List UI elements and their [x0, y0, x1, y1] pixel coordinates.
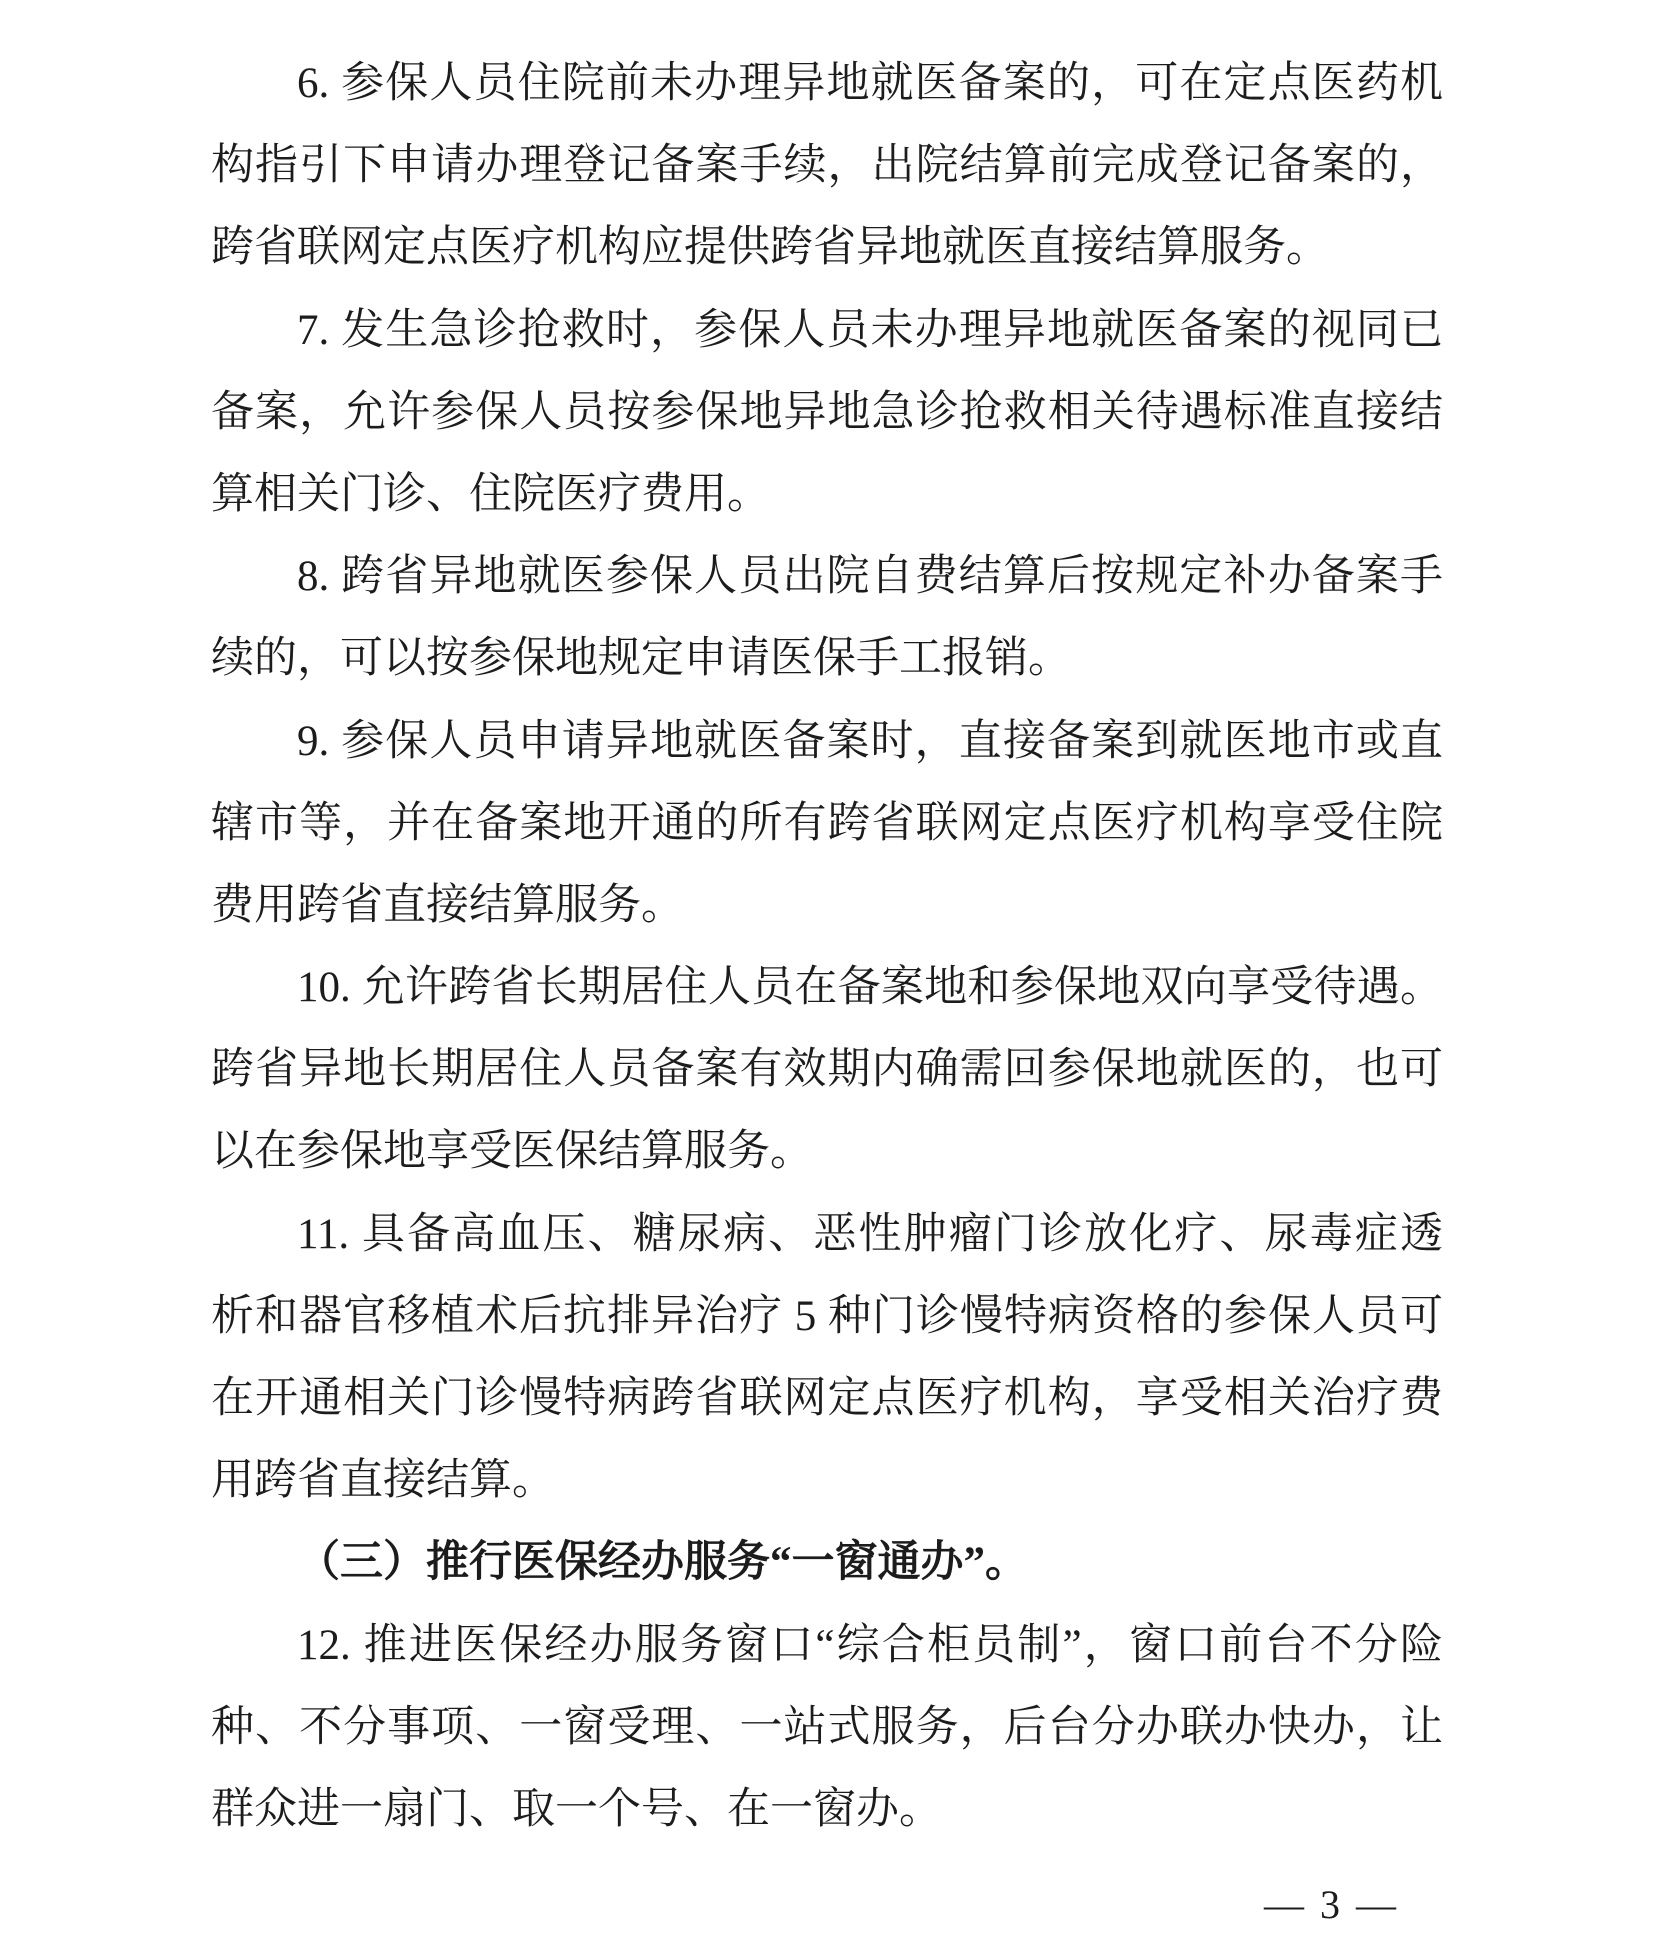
text-line: 跨省异地长期居住人员备案有效期内确需回参保地就医的，也可: [211, 1046, 1443, 1094]
text-line: 续的，可以按参保地规定申请医保手工报销。: [211, 635, 1071, 683]
text-line: 算相关门诊、住院医疗费用。: [211, 470, 770, 518]
text-line: 8. 跨省异地就医参保人员出院自费结算后按规定补办备案手: [297, 553, 1443, 601]
text-line: 费用跨省直接结算服务。: [211, 881, 684, 929]
text-line: 用跨省直接结算。: [211, 1457, 555, 1505]
text-line: 辖市等，并在备案地开通的所有跨省联网定点医疗机构享受住院: [211, 799, 1443, 847]
text-line: 群众进一扇门、取一个号、在一窗办。: [211, 1785, 942, 1833]
text-line: 在开通相关门诊慢特病跨省联网定点医疗机构，享受相关治疗费: [211, 1375, 1443, 1422]
document-body: [211, 43, 1443, 1851]
text-line: 析和器官移植术后抗排异治疗 5 种门诊慢特病资格的参保人员可: [211, 1292, 1443, 1340]
text-line: 11. 具备高血压、糖尿病、恶性肿瘤门诊放化疗、尿毒症透: [297, 1210, 1443, 1258]
paragraph: [211, 701, 1443, 948]
text-line: 7. 发生急诊抢救时，参保人员未办理异地就医备案的视同已: [297, 306, 1443, 354]
text-line: 种、不分事项、一窗受理、一站式服务，后台分办联办快办，让: [211, 1703, 1443, 1751]
paragraph: [211, 947, 1443, 1194]
text-line: 备案，允许参保人员按参保地异地急诊抢救相关待遇标准直接结: [211, 388, 1443, 436]
page-number: — 3 —: [1264, 1882, 1396, 1927]
text-line: 以在参保地享受医保结算服务。: [211, 1128, 813, 1176]
text-line: 10. 允许跨省长期居住人员在备案地和参保地双向享受待遇。: [297, 964, 1443, 1012]
text-line: 9. 参保人员申请异地就医备案时，直接备案到就医地市或直: [297, 717, 1443, 765]
text-line: 6. 参保人员住院前未办理异地就医备案的，可在定点医药机: [297, 60, 1443, 107]
section-heading: [211, 1522, 1443, 1604]
paragraph: [211, 43, 1443, 290]
text-line: 12. 推进医保经办服务窗口“综合柜员制”，窗口前台不分险: [297, 1621, 1443, 1669]
paragraph: [211, 1194, 1443, 1523]
text-line: 跨省联网定点医疗机构应提供跨省异地就医直接结算服务。: [211, 224, 1329, 272]
text-line: 构指引下申请办理登记备案手续，出院结算前完成登记备案的，: [211, 142, 1443, 190]
paragraph: [211, 290, 1443, 537]
paragraph: [211, 536, 1443, 700]
section-heading-line: （三）推行医保经办服务“一窗通办”。: [297, 1539, 1028, 1587]
paragraph: [211, 1605, 1443, 1852]
